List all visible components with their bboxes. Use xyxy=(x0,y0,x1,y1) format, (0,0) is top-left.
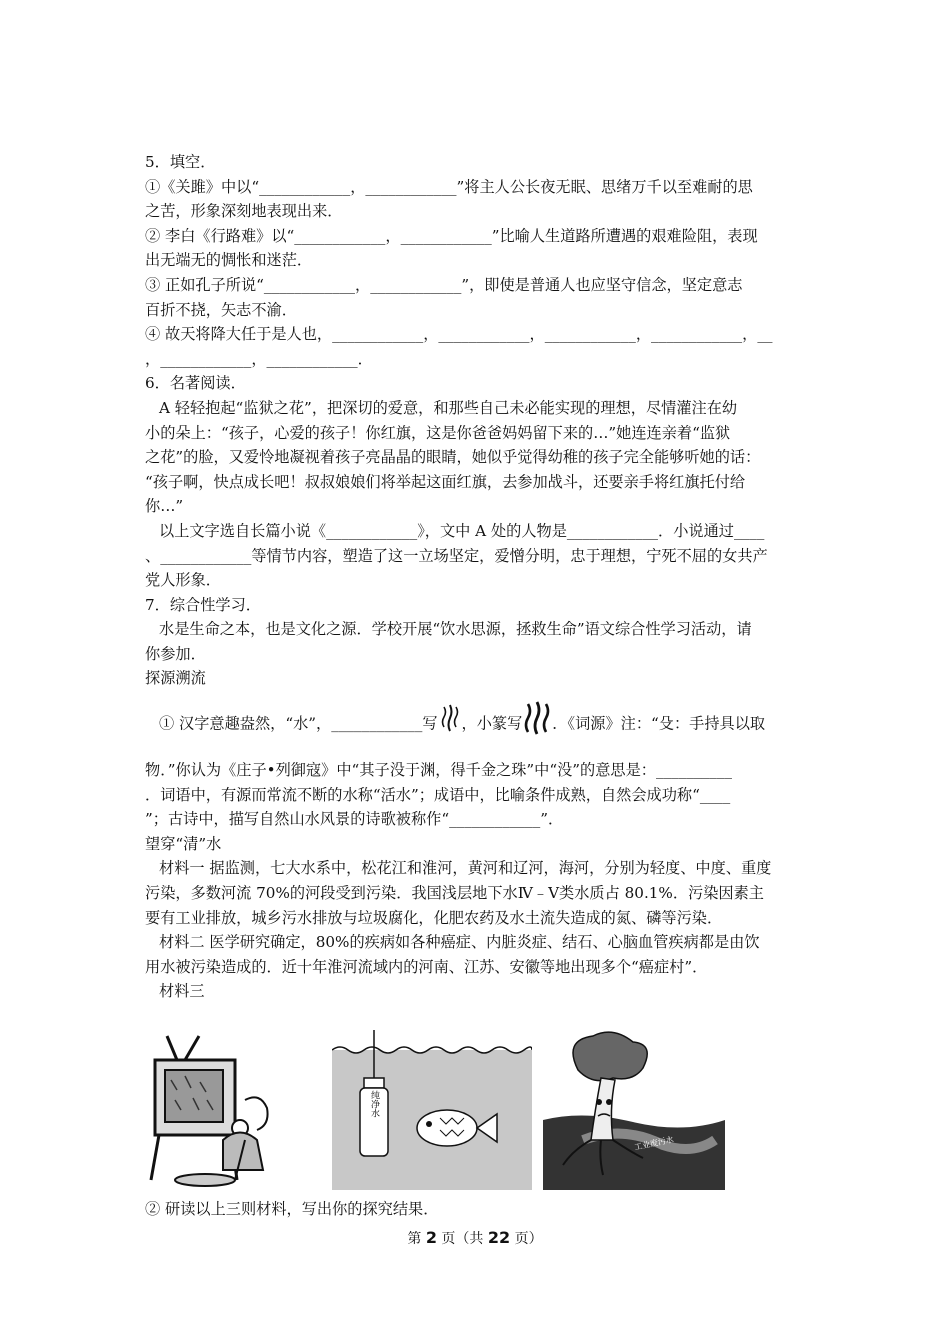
page-number: 2 xyxy=(425,1228,437,1247)
q5-line: ④ 故天将降大任于是人也，____________，____________，____________，____________，__ xyxy=(145,325,773,344)
material-three-illustrations xyxy=(145,1030,725,1190)
q7-sub1-line: ．词语中，有源而常流不断的水称“活水”；成语中，比喻条件成熟，自然会成功称“____ xyxy=(145,785,731,804)
footer-post: 页） xyxy=(510,1231,543,1247)
sub1-text-before: ① 汉字意趣盎然，“水”，____________写 xyxy=(159,714,438,733)
q5-line: ③ 正如孔子所说“____________，____________”，即使是普通人也应坚守信念，坚定意志 xyxy=(145,275,743,294)
material-three-label: 材料三 xyxy=(159,982,205,1001)
q5-title: 5．填空． xyxy=(145,153,216,171)
section-heading: 望穿“清”水 xyxy=(145,834,222,853)
q7-sub1-line: 物．”你认为《庄子•列御寇》中“其子没于渊，得千金之珠”中“没”的意思是：__________ xyxy=(145,761,732,780)
q6-passage-line: 小的朵上：“孩子，心爱的孩子！你红旗，这是你爸爸妈妈留下来的…”她连连亲着“监狱 xyxy=(145,423,731,442)
sub1-text-after: ．《词源》注：“殳：手持具以取 xyxy=(552,714,766,733)
q5-line: ② 李白《行路难》以“____________，____________”比喻人生道路所遭遇的艰难险阻，表现 xyxy=(145,226,758,245)
q7-intro: 你参加． xyxy=(145,644,206,663)
task-text: ② 研读以上三则材料，写出你的探究结果． xyxy=(145,1200,439,1218)
footer-mid: 页（共 xyxy=(436,1231,488,1247)
q6-question-line: 、____________等情节内容，塑造了这一立场坚定，爱憎分明，忠于理想，宁死不屈的女共产 xyxy=(145,546,768,565)
q6-passage-line: 你…” xyxy=(145,497,184,516)
question-content xyxy=(145,150,810,1004)
q7-sub1-line: ”；古诗中，描写自然山水风景的诗歌被称作“____________”． xyxy=(145,810,564,829)
q5-line: 出无端无的惆怅和迷茫． xyxy=(145,251,313,270)
factory-water-label: 工业废污水 xyxy=(633,1134,675,1152)
q6-passage-line: A 轻轻抱起“监狱之花”，把深切的爱意，和那些自己未必能实现的理想，尽情灌注在幼 xyxy=(159,398,738,417)
q5-line: ，____________，____________． xyxy=(145,349,373,368)
q5-line: ①《关雎》中以“____________，____________”将主人公长夜无眠、思绪万千以至难耐的思 xyxy=(145,177,753,196)
bottle-label: 纯净水 xyxy=(369,1090,379,1118)
q6-question-line: 党人形象． xyxy=(145,571,221,590)
q6-passage-line: “孩子啊，快点成长吧！叔叔娘娘们将举起这面红旗，去参加战斗，还要亲手将红旗托付给 xyxy=(145,472,746,491)
q7-sub1-line xyxy=(145,701,810,748)
q6-title: 6．名著阅读． xyxy=(145,374,246,393)
q5-line: 之苦，形象深刻地表现出来． xyxy=(145,202,343,221)
sick-tree-illustration xyxy=(543,1030,725,1190)
section-heading: 探源溯流 xyxy=(145,669,206,688)
q7-intro: 水是生命之本，也是文化之源．学校开展“饮水思源，拯救生命”语文综合性学习活动，请 xyxy=(159,620,752,639)
page-footer xyxy=(0,1228,950,1248)
material-three-task xyxy=(145,1197,438,1221)
material-line: 材料一 据监测，七大水系中，松花江和淮河，黄河和辽河，海河，分别为轻度、中度、重度 xyxy=(159,859,772,878)
q6-question-line: 以上文字选自长篇小说《____________》，文中 A 处的人物是____________．小说通过____ xyxy=(159,521,765,540)
footer-pre: 第 xyxy=(407,1231,426,1247)
tv-pollution-illustration xyxy=(145,1030,275,1190)
page-total: 22 xyxy=(487,1228,511,1247)
water-character-seal-icon xyxy=(524,701,550,748)
material-line: 要有工业排放，城乡污水排放与垃圾腐化，化肥农药及水土流失造成的氮、磷等污染． xyxy=(145,908,723,927)
bottle-fish-illustration xyxy=(332,1030,532,1190)
material-line: 材料二 医学研究确定，80%的疾病如各种癌症、内脏炎症、结石、心脑血管疾病都是由饮 xyxy=(159,933,760,952)
water-character-ancient-icon xyxy=(440,703,460,746)
sub1-text-mid: ，小篆写 xyxy=(461,714,523,733)
material-line: 污染，多数河流 70%的河段受到污染．我国浅层地下水Ⅳ﹣Ⅴ类水质占 80.1%．污染因素主 xyxy=(145,884,764,903)
q5-line: 百折不挠，矢志不渝． xyxy=(145,300,297,319)
material-line: 用水被污染造成的．近十年淮河流域内的河南、江苏、安徽等地出现多个“癌症村”． xyxy=(145,957,708,976)
q7-title: 7．综合性学习． xyxy=(145,595,261,614)
q6-passage-line: 之花”的脸，又爱怜地凝视着孩子亮晶晶的眼睛，她似乎觉得幼稚的孩子完全能够听她的话： xyxy=(145,448,761,467)
